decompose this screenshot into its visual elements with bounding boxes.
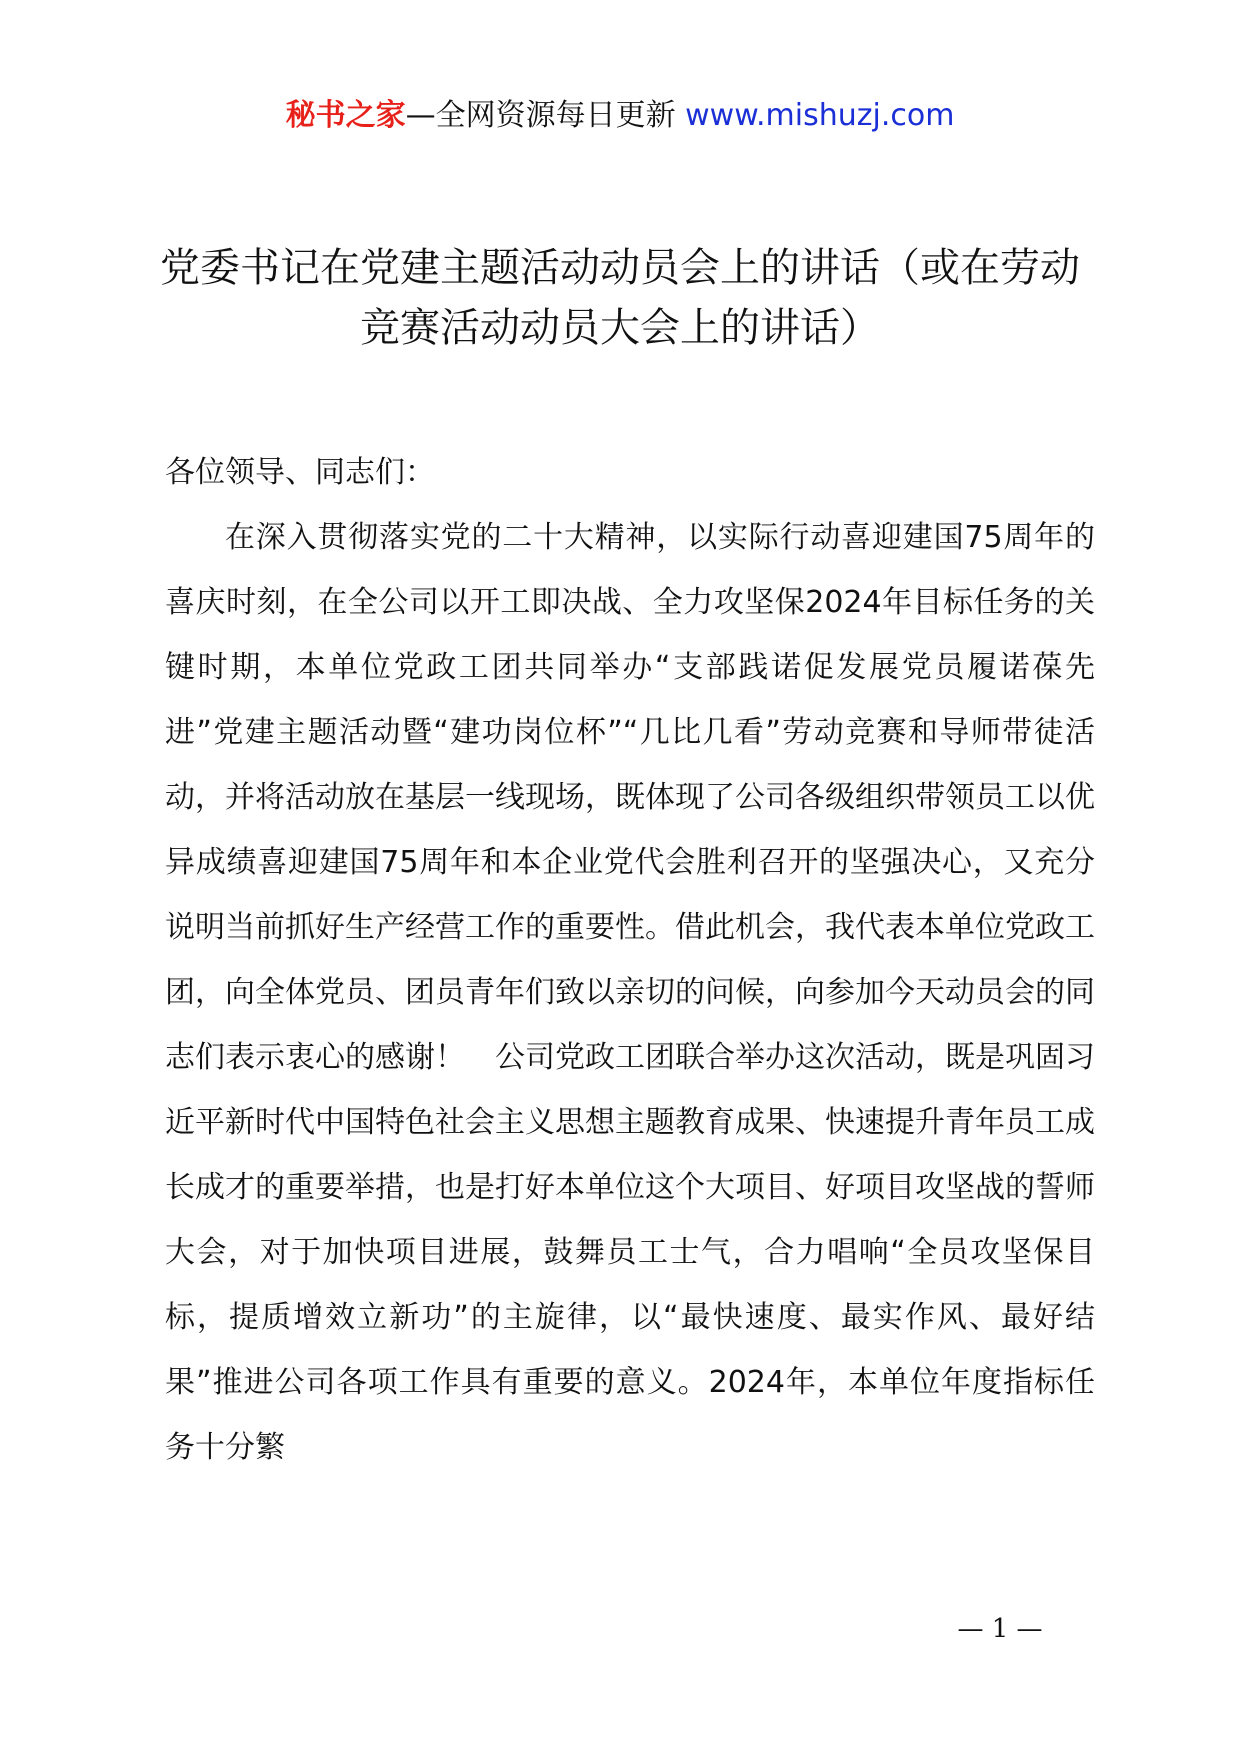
website-link[interactable]: www.mishuzj.com (685, 98, 955, 133)
document-body (165, 440, 1095, 1480)
body-paragraph: 在深入贯彻落实党的二十大精神，以实际行动喜迎建国75周年的喜庆时刻，在全公司以开工即决战、全力攻坚保2024年目标任务的关键时期，本单位党政工团共同举办“支部践诺促发展党员履诺葆先进”党建主题活动暨“建功岗位杯”“几比几看”劳动竞赛和导师带徒活动，并将活动放在基层一线现场，既体现了公司各级组织带领员工以优异成绩喜迎建国75周年和本企业党代会胜利召开的坚强决心，又充分说明当前抓好生产经营工作的重要性。借此机会，我代表本单位党政工团，向全体党员、团员青年们致以亲切的问候，向参加今天动员会的同志们表示衷心的感谢！ 公司党政工团联合举办这次活动，既是巩固习近平新时代中国特色社会主义思想主题教育成果、快速提升青年员工成长成才的重要举措，也是打好本单位这个大项目、好项目攻坚战的誓师大会，对于加快项目进展，鼓舞员工士气，合力唱响“全员攻坚保目标，提质增效立新功”的主旋律，以“最快速度、最实作风、最好结果”推进公司各项工作具有重要的意义。2024年，本单位年度指标任务十分繁 (165, 520, 1095, 1465)
page-header (0, 96, 1240, 136)
header-slogan: —全网资源每日更新 (405, 98, 676, 133)
salutation: 各位领导、同志们： (165, 455, 435, 490)
document-title: 党委书记在党建主题活动动员会上的讲话（或在劳动竞赛活动动员大会上的讲话） (160, 245, 1080, 351)
brand-name: 秘书之家 (285, 98, 406, 133)
page-number: — 1 — (957, 1614, 1043, 1644)
